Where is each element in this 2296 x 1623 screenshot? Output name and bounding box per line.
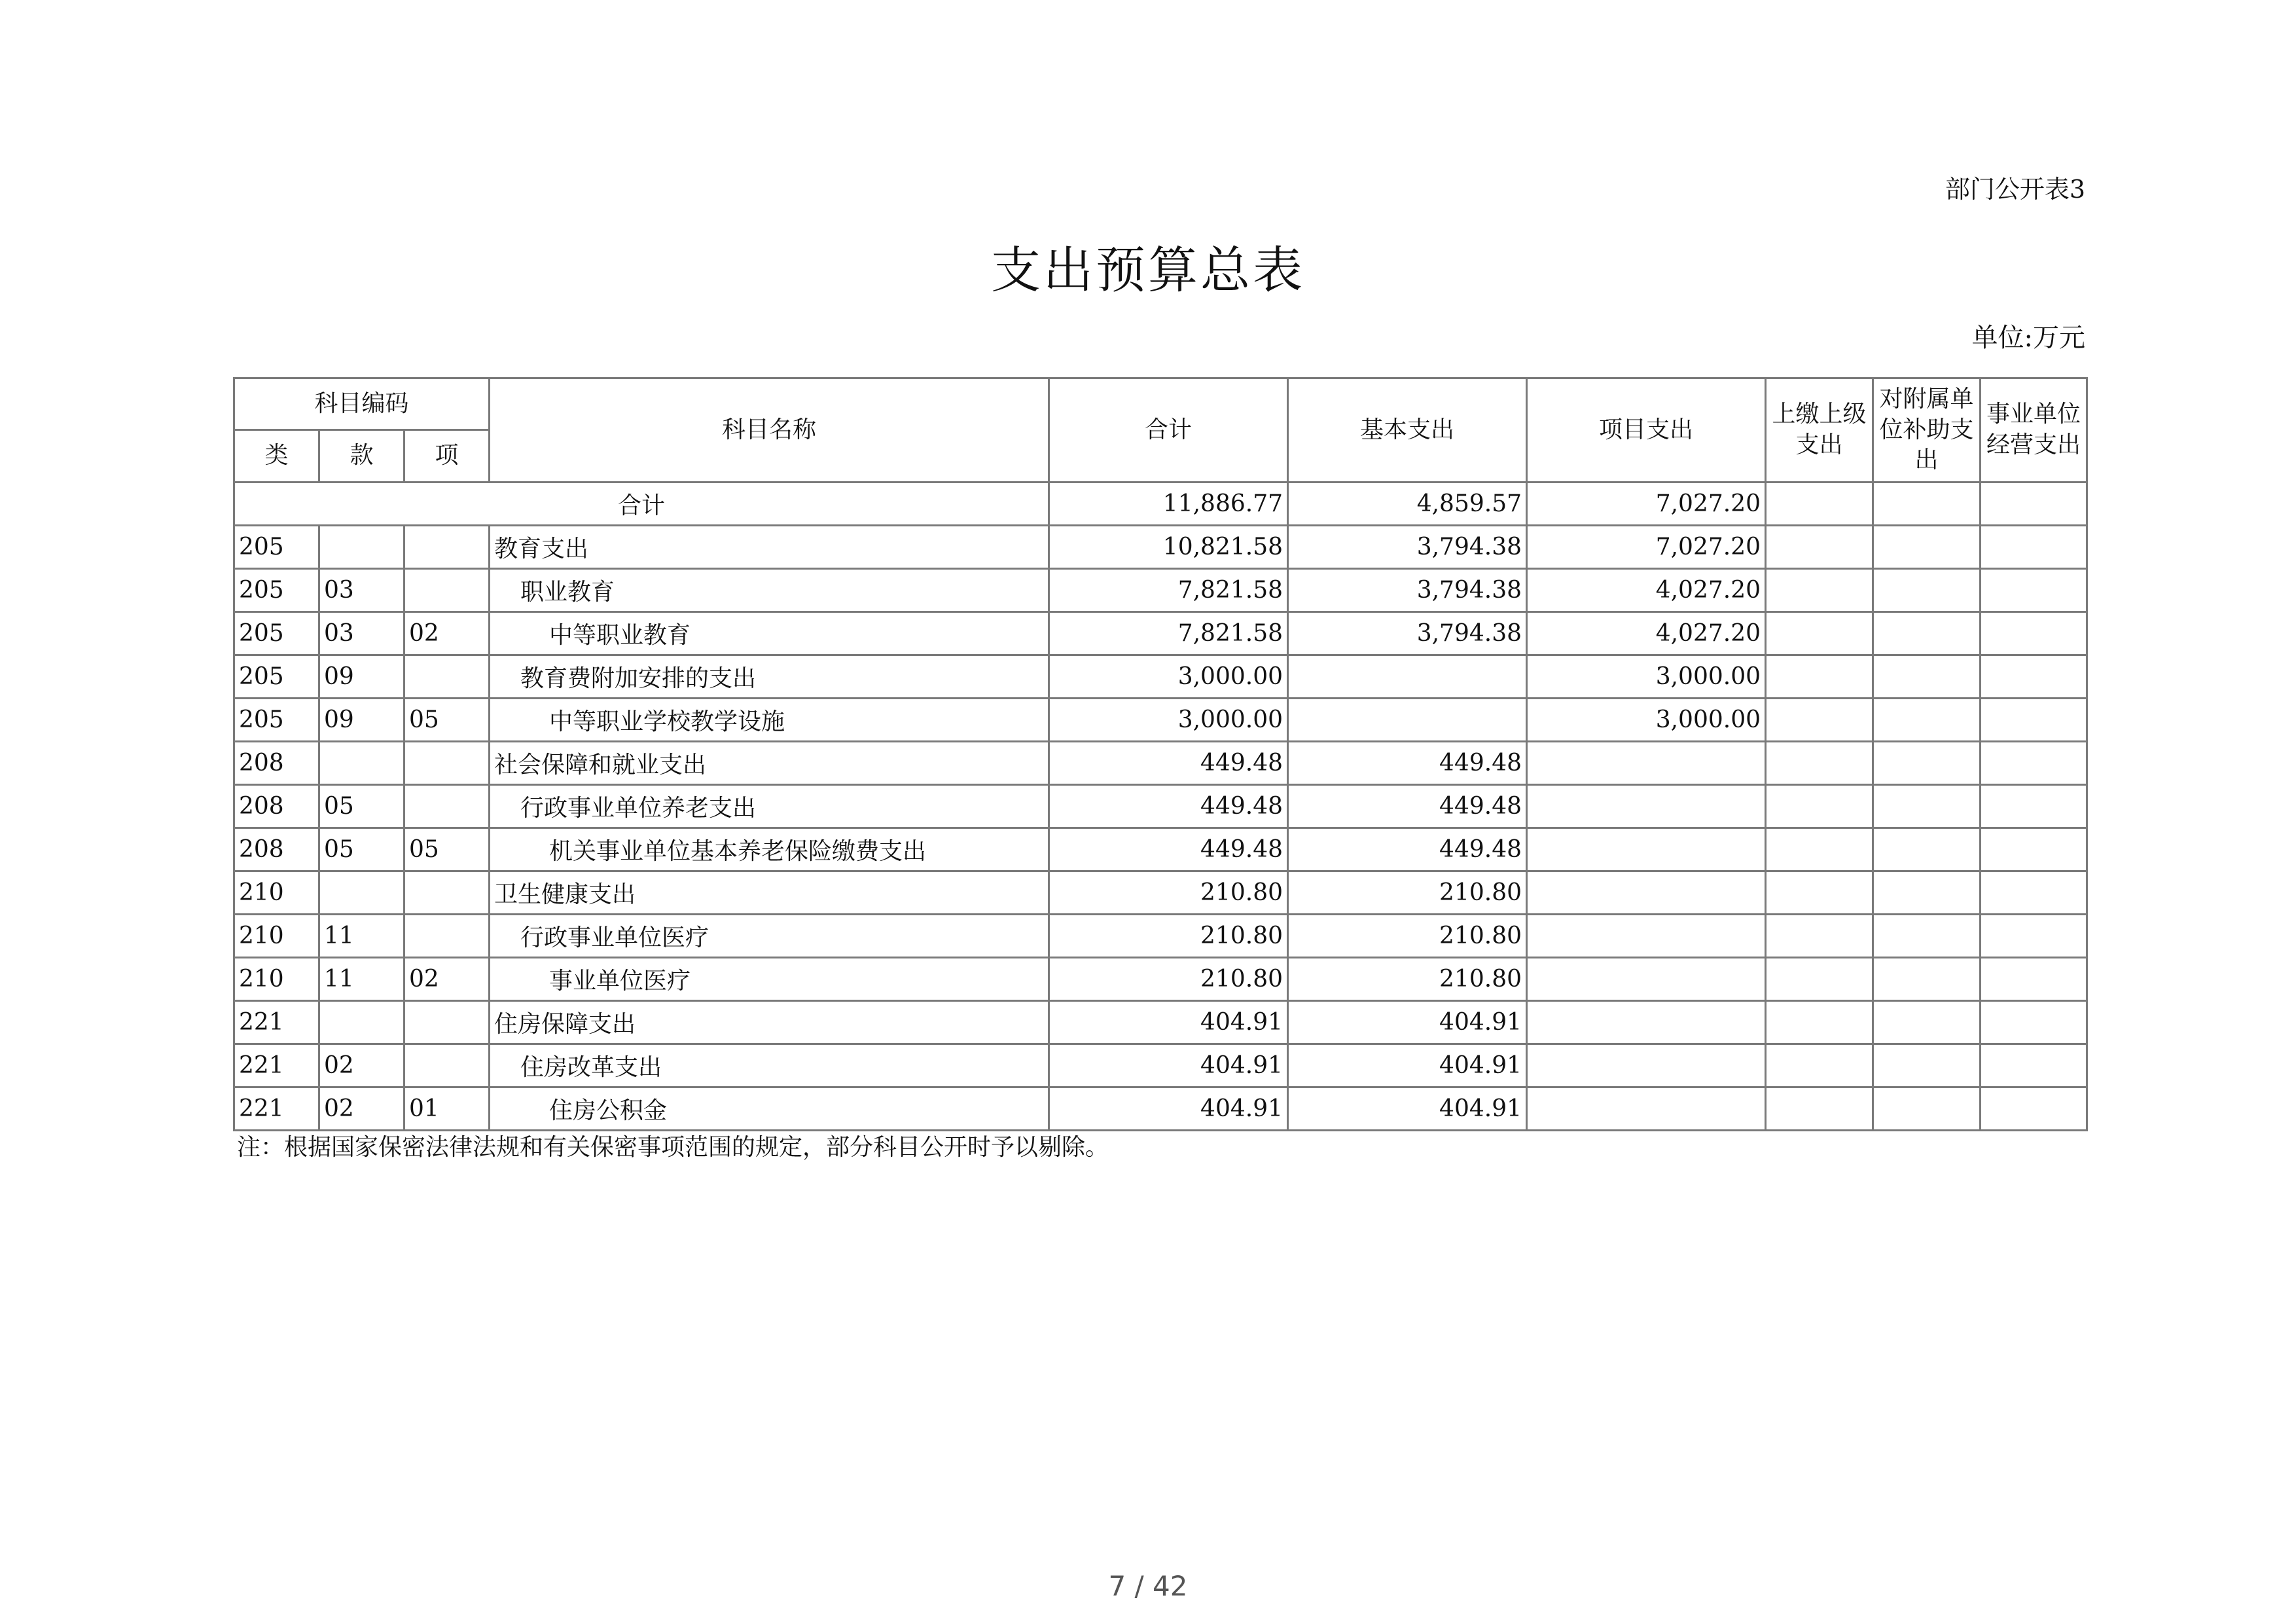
cell-project bbox=[1527, 742, 1766, 785]
cell-name: 行政事业单位养老支出 bbox=[490, 785, 1049, 828]
cell-kuan: 09 bbox=[319, 699, 404, 742]
cell-lei: 205 bbox=[234, 612, 319, 655]
table-row bbox=[234, 526, 2087, 569]
cell-kuan: 02 bbox=[319, 1087, 404, 1131]
cell-basic bbox=[1288, 655, 1527, 699]
cell-lei: 208 bbox=[234, 828, 319, 871]
cell-upper bbox=[1766, 958, 1873, 1001]
cell-basic: 210.80 bbox=[1288, 958, 1527, 1001]
cell-subsidiary bbox=[1873, 612, 1981, 655]
cell-business bbox=[1981, 699, 2087, 742]
cell-kuan: 05 bbox=[319, 785, 404, 828]
cell-basic bbox=[1288, 699, 1527, 742]
cell-lei: 205 bbox=[234, 699, 319, 742]
table-header bbox=[234, 378, 2087, 483]
cell-xiang bbox=[404, 742, 490, 785]
cell-lei: 208 bbox=[234, 742, 319, 785]
table-row bbox=[234, 655, 2087, 699]
cell-upper bbox=[1766, 871, 1873, 915]
cell-total: 3,000.00 bbox=[1049, 655, 1288, 699]
cell-basic: 449.48 bbox=[1288, 785, 1527, 828]
cell-name: 住房公积金 bbox=[490, 1087, 1049, 1131]
cell-basic: 210.80 bbox=[1288, 871, 1527, 915]
cell-business bbox=[1981, 569, 2087, 612]
table-row bbox=[234, 785, 2087, 828]
cell-lei: 205 bbox=[234, 526, 319, 569]
cell-upper bbox=[1766, 828, 1873, 871]
table-row bbox=[234, 915, 2087, 958]
table-row bbox=[234, 742, 2087, 785]
cell-total: 10,821.58 bbox=[1049, 526, 1288, 569]
cell-kuan: 11 bbox=[319, 958, 404, 1001]
page-indicator: 7 / 42 bbox=[1108, 1570, 1188, 1602]
cell-xiang bbox=[404, 871, 490, 915]
cell-upper bbox=[1766, 699, 1873, 742]
cell-business bbox=[1981, 1001, 2087, 1044]
cell-subsidiary bbox=[1873, 958, 1981, 1001]
cell-subsidiary bbox=[1873, 569, 1981, 612]
cell-business bbox=[1981, 828, 2087, 871]
header-code-group: 科目编码 bbox=[234, 378, 490, 430]
cell-lei: 221 bbox=[234, 1087, 319, 1131]
cell-business bbox=[1981, 958, 2087, 1001]
cell-name: 教育费附加安排的支出 bbox=[490, 655, 1049, 699]
header-xiang: 项 bbox=[404, 430, 490, 483]
cell-kuan: 05 bbox=[319, 828, 404, 871]
page-title: 支出预算总表 bbox=[991, 241, 1305, 299]
cell-xiang bbox=[404, 569, 490, 612]
table-row bbox=[234, 569, 2087, 612]
summary-project: 7,027.20 bbox=[1527, 483, 1766, 526]
cell-project: 4,027.20 bbox=[1527, 612, 1766, 655]
header-upper: 上缴上级支出 bbox=[1766, 378, 1873, 483]
cell-lei: 221 bbox=[234, 1001, 319, 1044]
header-lei: 类 bbox=[234, 430, 319, 483]
cell-project bbox=[1527, 828, 1766, 871]
summary-basic: 4,859.57 bbox=[1288, 483, 1527, 526]
table-row bbox=[234, 699, 2087, 742]
cell-basic: 3,794.38 bbox=[1288, 569, 1527, 612]
cell-project bbox=[1527, 871, 1766, 915]
cell-kuan: 03 bbox=[319, 569, 404, 612]
table-row bbox=[234, 828, 2087, 871]
cell-lei: 208 bbox=[234, 785, 319, 828]
cell-lei: 210 bbox=[234, 871, 319, 915]
cell-name: 教育支出 bbox=[490, 526, 1049, 569]
summary-label: 合计 bbox=[234, 483, 1049, 526]
cell-total: 404.91 bbox=[1049, 1087, 1288, 1131]
cell-name: 机关事业单位基本养老保险缴费支出 bbox=[490, 828, 1049, 871]
cell-name: 社会保障和就业支出 bbox=[490, 742, 1049, 785]
budget-table bbox=[233, 377, 2088, 1131]
cell-project bbox=[1527, 1001, 1766, 1044]
cell-upper bbox=[1766, 1044, 1873, 1087]
cell-lei: 210 bbox=[234, 958, 319, 1001]
header-basic: 基本支出 bbox=[1288, 378, 1527, 483]
summary-total: 11,886.77 bbox=[1049, 483, 1288, 526]
cell-total: 210.80 bbox=[1049, 915, 1288, 958]
cell-business bbox=[1981, 1044, 2087, 1087]
table-row bbox=[234, 1001, 2087, 1044]
cell-subsidiary bbox=[1873, 1087, 1981, 1131]
cell-kuan: 02 bbox=[319, 1044, 404, 1087]
cell-upper bbox=[1766, 1087, 1873, 1131]
cell-business bbox=[1981, 655, 2087, 699]
summary-subsidiary bbox=[1873, 483, 1981, 526]
cell-lei: 205 bbox=[234, 655, 319, 699]
header-name: 科目名称 bbox=[490, 378, 1049, 483]
cell-business bbox=[1981, 1087, 2087, 1131]
cell-upper bbox=[1766, 655, 1873, 699]
cell-upper bbox=[1766, 915, 1873, 958]
cell-total: 7,821.58 bbox=[1049, 612, 1288, 655]
cell-xiang bbox=[404, 1044, 490, 1087]
table-row bbox=[234, 612, 2087, 655]
cell-total: 210.80 bbox=[1049, 958, 1288, 1001]
cell-xiang bbox=[404, 1001, 490, 1044]
table-row bbox=[234, 871, 2087, 915]
cell-basic: 3,794.38 bbox=[1288, 612, 1527, 655]
cell-project bbox=[1527, 785, 1766, 828]
cell-name: 行政事业单位医疗 bbox=[490, 915, 1049, 958]
cell-lei: 205 bbox=[234, 569, 319, 612]
cell-subsidiary bbox=[1873, 1001, 1981, 1044]
header-business: 事业单位经营支出 bbox=[1981, 378, 2087, 483]
cell-total: 449.48 bbox=[1049, 828, 1288, 871]
cell-upper bbox=[1766, 612, 1873, 655]
cell-kuan bbox=[319, 742, 404, 785]
cell-name: 事业单位医疗 bbox=[490, 958, 1049, 1001]
cell-total: 7,821.58 bbox=[1049, 569, 1288, 612]
cell-kuan bbox=[319, 526, 404, 569]
table-row bbox=[234, 958, 2087, 1001]
cell-total: 404.91 bbox=[1049, 1044, 1288, 1087]
cell-business bbox=[1981, 742, 2087, 785]
cell-name: 中等职业教育 bbox=[490, 612, 1049, 655]
unit-label: 单位:万元 bbox=[1971, 323, 2085, 353]
cell-upper bbox=[1766, 1001, 1873, 1044]
cell-name: 住房改革支出 bbox=[490, 1044, 1049, 1087]
header-subsidiary: 对附属单位补助支出 bbox=[1873, 378, 1981, 483]
cell-xiang: 02 bbox=[404, 612, 490, 655]
header-project: 项目支出 bbox=[1527, 378, 1766, 483]
header-kuan: 款 bbox=[319, 430, 404, 483]
cell-business bbox=[1981, 915, 2087, 958]
cell-project: 3,000.00 bbox=[1527, 699, 1766, 742]
summary-business bbox=[1981, 483, 2087, 526]
cell-kuan bbox=[319, 1001, 404, 1044]
cell-total: 3,000.00 bbox=[1049, 699, 1288, 742]
cell-lei: 221 bbox=[234, 1044, 319, 1087]
cell-xiang bbox=[404, 915, 490, 958]
cell-xiang bbox=[404, 785, 490, 828]
cell-total: 449.48 bbox=[1049, 785, 1288, 828]
cell-name: 中等职业学校教学设施 bbox=[490, 699, 1049, 742]
table-row bbox=[234, 1087, 2087, 1131]
footnote: 注：根据国家保密法律法规和有关保密事项范围的规定，部分科目公开时予以剔除。 bbox=[237, 1134, 1109, 1161]
cell-business bbox=[1981, 526, 2087, 569]
cell-basic: 449.48 bbox=[1288, 828, 1527, 871]
cell-subsidiary bbox=[1873, 785, 1981, 828]
cell-subsidiary bbox=[1873, 915, 1981, 958]
cell-upper bbox=[1766, 569, 1873, 612]
cell-xiang bbox=[404, 526, 490, 569]
cell-subsidiary bbox=[1873, 742, 1981, 785]
cell-project bbox=[1527, 915, 1766, 958]
cell-name: 住房保障支出 bbox=[490, 1001, 1049, 1044]
cell-project: 3,000.00 bbox=[1527, 655, 1766, 699]
table-row bbox=[234, 1044, 2087, 1087]
cell-lei: 210 bbox=[234, 915, 319, 958]
cell-business bbox=[1981, 871, 2087, 915]
cell-name: 职业教育 bbox=[490, 569, 1049, 612]
table-body bbox=[234, 483, 2087, 1131]
header-total: 合计 bbox=[1049, 378, 1288, 483]
form-number: 部门公开表3 bbox=[1945, 175, 2085, 204]
summary-upper bbox=[1766, 483, 1873, 526]
cell-xiang: 01 bbox=[404, 1087, 490, 1131]
cell-basic: 404.91 bbox=[1288, 1001, 1527, 1044]
cell-subsidiary bbox=[1873, 828, 1981, 871]
cell-subsidiary bbox=[1873, 655, 1981, 699]
cell-subsidiary bbox=[1873, 526, 1981, 569]
cell-subsidiary bbox=[1873, 871, 1981, 915]
summary-row bbox=[234, 483, 2087, 526]
cell-subsidiary bbox=[1873, 1044, 1981, 1087]
cell-project: 7,027.20 bbox=[1527, 526, 1766, 569]
cell-business bbox=[1981, 612, 2087, 655]
cell-xiang: 02 bbox=[404, 958, 490, 1001]
cell-project bbox=[1527, 1044, 1766, 1087]
cell-xiang bbox=[404, 655, 490, 699]
cell-basic: 210.80 bbox=[1288, 915, 1527, 958]
cell-subsidiary bbox=[1873, 699, 1981, 742]
cell-basic: 449.48 bbox=[1288, 742, 1527, 785]
cell-upper bbox=[1766, 526, 1873, 569]
cell-xiang: 05 bbox=[404, 828, 490, 871]
cell-business bbox=[1981, 785, 2087, 828]
cell-total: 404.91 bbox=[1049, 1001, 1288, 1044]
cell-project bbox=[1527, 1087, 1766, 1131]
cell-kuan: 03 bbox=[319, 612, 404, 655]
cell-project bbox=[1527, 958, 1766, 1001]
cell-total: 449.48 bbox=[1049, 742, 1288, 785]
cell-kuan: 09 bbox=[319, 655, 404, 699]
cell-basic: 404.91 bbox=[1288, 1087, 1527, 1131]
cell-kuan: 11 bbox=[319, 915, 404, 958]
cell-xiang: 05 bbox=[404, 699, 490, 742]
cell-name: 卫生健康支出 bbox=[490, 871, 1049, 915]
cell-basic: 3,794.38 bbox=[1288, 526, 1527, 569]
cell-upper bbox=[1766, 785, 1873, 828]
cell-basic: 404.91 bbox=[1288, 1044, 1527, 1087]
cell-kuan bbox=[319, 871, 404, 915]
cell-project: 4,027.20 bbox=[1527, 569, 1766, 612]
cell-upper bbox=[1766, 742, 1873, 785]
cell-total: 210.80 bbox=[1049, 871, 1288, 915]
